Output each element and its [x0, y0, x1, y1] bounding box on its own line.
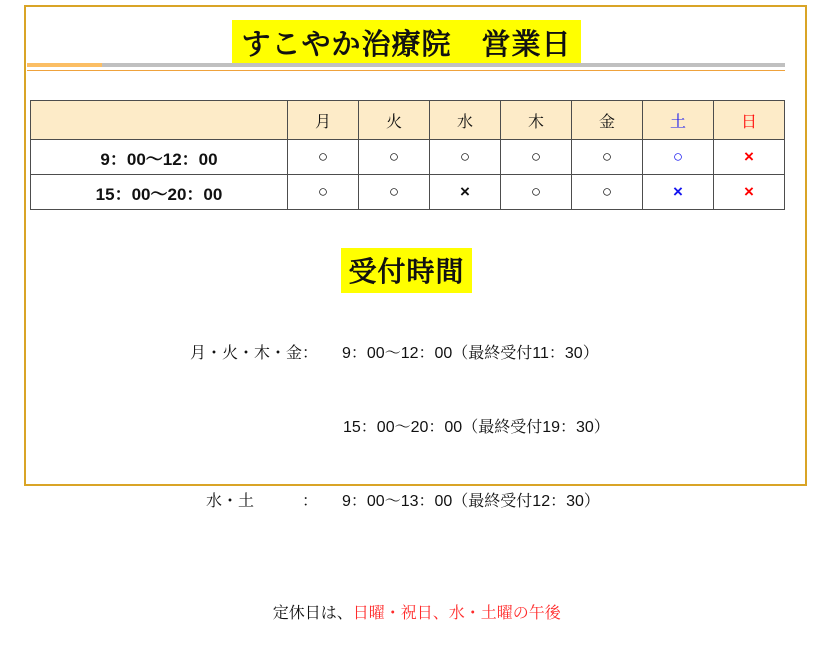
closed-days-note-prefix: 定休日は、: [272, 605, 353, 622]
table-header-wed: 水: [430, 101, 501, 140]
table-row-evening: [31, 175, 785, 210]
mark-sat: ×: [643, 175, 714, 210]
closed-days-note: [190, 557, 610, 622]
mark-tue: ○: [359, 175, 430, 210]
reception-line-weekdays: 月・火・木・金： 9：00～12：00（最終受付11：30）: [190, 345, 599, 362]
divider-thin-line: [27, 70, 785, 71]
table-header-thu: 木: [501, 101, 572, 140]
mark-wed: ×: [430, 175, 501, 210]
table-header-mon: 月: [288, 101, 359, 140]
title-row: [0, 20, 813, 66]
table-header-empty: [31, 101, 288, 140]
mark-fri: ○: [572, 140, 643, 175]
reception-hours-block: [190, 299, 610, 622]
time-slot-label: 15：00～20：00: [31, 175, 288, 210]
mark-sun: ×: [714, 140, 785, 175]
table-header-row: [31, 101, 785, 140]
mark-fri: ○: [572, 175, 643, 210]
mark-sat: ○: [643, 140, 714, 175]
divider-thick-line: [27, 63, 785, 67]
reception-line-wed-sat: 水・土 ： 9：00～13：00（最終受付12：30）: [190, 493, 600, 510]
business-days-table: [30, 100, 785, 210]
table-header-fri: 金: [572, 101, 643, 140]
mark-mon: ○: [288, 140, 359, 175]
table-header-tue: 火: [359, 101, 430, 140]
reception-heading-row: [0, 248, 813, 293]
closed-days-note-highlight: 日曜・祝日、水・土曜の午後: [352, 605, 561, 622]
table-header-sun: 日: [714, 101, 785, 140]
mark-mon: ○: [288, 175, 359, 210]
time-slot-label: 9：00～12：00: [31, 140, 288, 175]
reception-heading: 受付時間: [341, 248, 471, 293]
mark-thu: ○: [501, 140, 572, 175]
mark-wed: ○: [430, 140, 501, 175]
mark-thu: ○: [501, 175, 572, 210]
title-divider: [27, 63, 785, 71]
page-title: すこやか治療院 営業日: [232, 20, 580, 66]
table-header-sat: 土: [643, 101, 714, 140]
mark-tue: ○: [359, 140, 430, 175]
table-row-morning: [31, 140, 785, 175]
mark-sun: ×: [714, 175, 785, 210]
reception-line-evening: 15：00～20：00（最終受付19：30）: [343, 419, 610, 436]
